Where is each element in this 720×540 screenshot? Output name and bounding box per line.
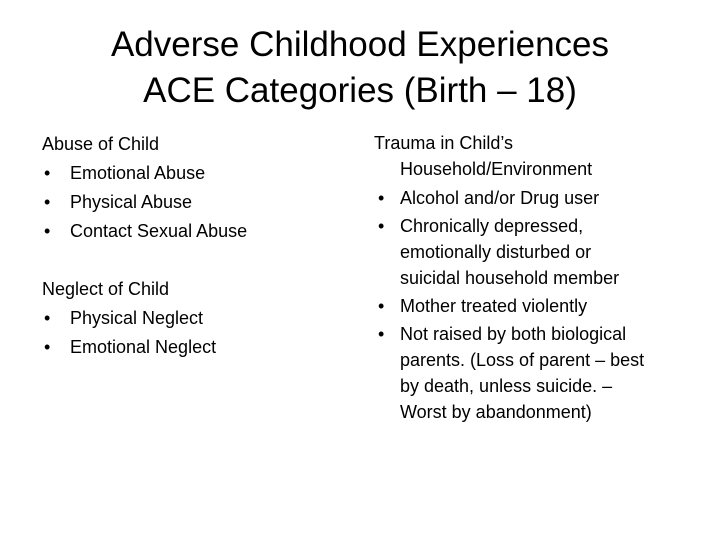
trauma-list bbox=[374, 185, 694, 425]
list-item bbox=[374, 293, 694, 319]
bullet-icon: • bbox=[378, 216, 385, 236]
list-item-line: by death, unless suicide. – bbox=[400, 376, 613, 396]
abuse-heading: Abuse of Child bbox=[42, 134, 160, 154]
title-line-1: Adverse Childhood Experiences bbox=[110, 25, 610, 64]
list-item-line: Alcohol and/or Drug user bbox=[400, 188, 600, 208]
right-column bbox=[374, 130, 694, 425]
list-item-line: Worst by abandonment) bbox=[400, 402, 592, 422]
bullet-icon: • bbox=[378, 188, 385, 208]
list-item-label: Physical Neglect bbox=[70, 308, 204, 328]
left-column bbox=[42, 130, 342, 362]
bullet-icon: • bbox=[44, 221, 51, 241]
list-item-line: Mother treated violently bbox=[400, 296, 588, 316]
spacer bbox=[42, 246, 342, 275]
list-item bbox=[42, 217, 342, 246]
list-item bbox=[374, 321, 694, 425]
list-item-line: parents. (Loss of parent – best bbox=[400, 350, 645, 370]
bullet-icon: • bbox=[44, 308, 51, 328]
trauma-heading-line-1: Trauma in Child’s bbox=[374, 133, 514, 153]
list-item-label: Emotional Neglect bbox=[70, 337, 217, 357]
list-item-label: Physical Abuse bbox=[70, 192, 193, 212]
slide-title bbox=[0, 22, 720, 114]
bullet-icon: • bbox=[378, 324, 385, 344]
neglect-list bbox=[42, 304, 342, 362]
list-item-line: suicidal household member bbox=[400, 268, 620, 288]
list-item-line: emotionally disturbed or bbox=[400, 242, 592, 262]
list-item-label: Contact Sexual Abuse bbox=[70, 221, 248, 241]
bullet-icon: • bbox=[44, 163, 51, 183]
bullet-icon: • bbox=[44, 337, 51, 357]
list-item-line: Chronically depressed, bbox=[400, 216, 584, 236]
list-item bbox=[374, 213, 694, 291]
neglect-heading: Neglect of Child bbox=[42, 279, 170, 299]
trauma-heading-line-2: Household/Environment bbox=[400, 159, 593, 179]
bullet-icon: • bbox=[378, 296, 385, 316]
list-item bbox=[42, 188, 342, 217]
abuse-list bbox=[42, 159, 342, 246]
list-item-line: Not raised by both biological bbox=[400, 324, 627, 344]
title-line-2: ACE Categories (Birth – 18) bbox=[143, 71, 577, 110]
list-item bbox=[42, 159, 342, 188]
list-item-label: Emotional Abuse bbox=[70, 163, 206, 183]
list-item bbox=[42, 333, 342, 362]
list-item bbox=[374, 185, 694, 211]
list-item bbox=[42, 304, 342, 333]
bullet-icon: • bbox=[44, 192, 51, 212]
